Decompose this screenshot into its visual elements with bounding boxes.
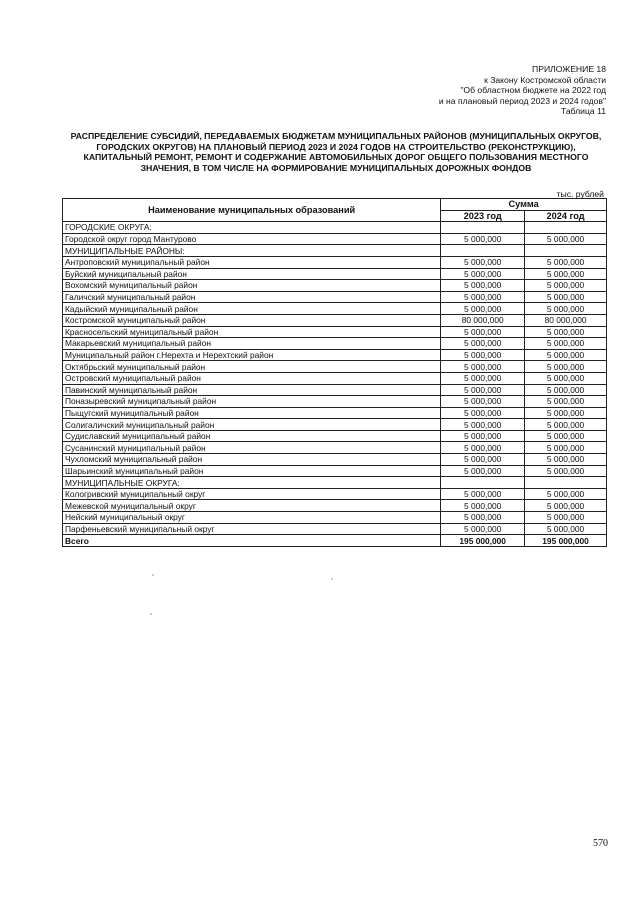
amount-2024: 5 000,000 [525, 407, 607, 419]
municipality-name: Сусанинский муниципальный район [63, 442, 441, 454]
municipality-name: МУНИЦИПАЛЬНЫЕ РАЙОНЫ: [63, 245, 441, 257]
amount-2024: 80 000,000 [525, 314, 607, 326]
column-header-2023: 2023 год [441, 210, 525, 222]
amount-2024: 5 000,000 [525, 396, 607, 408]
amount-2024: 5 000,000 [525, 268, 607, 280]
table-row [63, 454, 607, 466]
table-row [63, 407, 607, 419]
table-row [63, 338, 607, 350]
municipality-name: Октябрьский муниципальный район [63, 361, 441, 373]
amount-2024: 5 000,000 [525, 430, 607, 442]
table-row [63, 477, 607, 489]
amount-2023: 5 000,000 [441, 349, 525, 361]
amount-2023: 5 000,000 [441, 442, 525, 454]
table-row [63, 512, 607, 524]
municipality-name: Судиславский муниципальный район [63, 430, 441, 442]
amount-2024 [525, 222, 607, 234]
amount-2023: 5 000,000 [441, 291, 525, 303]
amount-2023: 80 000,000 [441, 314, 525, 326]
amount-2023: 5 000,000 [441, 256, 525, 268]
table-row [63, 523, 607, 535]
amount-2023: 5 000,000 [441, 280, 525, 292]
amount-2024: 5 000,000 [525, 303, 607, 315]
table-row [63, 430, 607, 442]
table-row [63, 233, 607, 245]
municipality-name: Красносельский муниципальный район [63, 326, 441, 338]
amount-2023: 5 000,000 [441, 303, 525, 315]
amount-2024: 5 000,000 [525, 326, 607, 338]
amount-2024: 5 000,000 [525, 372, 607, 384]
municipality-name: Островский муниципальный район [63, 372, 441, 384]
amount-2023: 5 000,000 [441, 419, 525, 431]
amount-2023: 5 000,000 [441, 233, 525, 245]
amount-2024 [525, 245, 607, 257]
municipality-name: Антроповский муниципальный район [63, 256, 441, 268]
law-title-line-1: "Об областном бюджете на 2022 год [460, 85, 606, 96]
table-row [63, 465, 607, 477]
table-row [63, 442, 607, 454]
units-label: тыс. рублей [556, 189, 604, 199]
municipality-name: Костромской муниципальный район [63, 314, 441, 326]
page-number: 570 [593, 838, 608, 849]
amount-2024: 5 000,000 [525, 454, 607, 466]
amount-2023: 5 000,000 [441, 338, 525, 350]
amount-2023: 5 000,000 [441, 465, 525, 477]
amount-2024: 5 000,000 [525, 465, 607, 477]
scan-speck [152, 574, 154, 576]
municipality-name: Кадыйский муниципальный район [63, 303, 441, 315]
amount-2024: 5 000,000 [525, 442, 607, 454]
amount-2023: 5 000,000 [441, 361, 525, 373]
appendix-header [439, 64, 606, 117]
municipality-name: Межевской муниципальный округ [63, 500, 441, 512]
municipality-name: Чухломский муниципальный район [63, 454, 441, 466]
amount-2024: 5 000,000 [525, 280, 607, 292]
table-body [63, 222, 607, 547]
table-row [63, 361, 607, 373]
amount-2023: 5 000,000 [441, 396, 525, 408]
amount-2023 [441, 477, 525, 489]
municipality-name: Макарьевский муниципальный район [63, 338, 441, 350]
table-row [63, 488, 607, 500]
table-row [63, 256, 607, 268]
municipality-name: Нейский муниципальный округ [63, 512, 441, 524]
municipality-name: Шарьинский муниципальный район [63, 465, 441, 477]
municipality-name: Пыщугский муниципальный район [63, 407, 441, 419]
appendix-number: ПРИЛОЖЕНИЕ 18 [532, 64, 606, 74]
table-row [63, 372, 607, 384]
table-row [63, 314, 607, 326]
amount-2023: 5 000,000 [441, 430, 525, 442]
table-row [63, 222, 607, 234]
amount-2023: 195 000,000 [441, 535, 525, 547]
amount-2024: 5 000,000 [525, 512, 607, 524]
table-row [63, 268, 607, 280]
table-row [63, 500, 607, 512]
amount-2023: 5 000,000 [441, 488, 525, 500]
table-row [63, 326, 607, 338]
amount-2023 [441, 222, 525, 234]
table-row [63, 291, 607, 303]
law-reference: к Закону Костромской области [484, 74, 606, 85]
table-row [63, 384, 607, 396]
municipality-name: Муниципальный район г.Нерехта и Нерехтский район [63, 349, 441, 361]
amount-2024: 5 000,000 [525, 338, 607, 350]
column-header-name: Наименование муниципальных образований [63, 199, 441, 222]
amount-2024 [525, 477, 607, 489]
table-number: Таблица 11 [560, 106, 606, 117]
table-row [63, 419, 607, 431]
amount-2024: 5 000,000 [525, 361, 607, 373]
municipality-name: Галичский муниципальный район [63, 291, 441, 303]
municipality-name: Парфеньевский муниципальный округ [63, 523, 441, 535]
amount-2024: 5 000,000 [525, 500, 607, 512]
subsidy-table [62, 198, 607, 547]
municipality-name: Поназыревский муниципальный район [63, 396, 441, 408]
municipality-name: Солигаличский муниципальный район [63, 419, 441, 431]
amount-2024: 195 000,000 [525, 535, 607, 547]
amount-2023: 5 000,000 [441, 372, 525, 384]
municipality-name: Всего [63, 535, 441, 547]
amount-2024: 5 000,000 [525, 349, 607, 361]
municipality-name: Вохомский муниципальный район [63, 280, 441, 292]
amount-2023: 5 000,000 [441, 454, 525, 466]
amount-2024: 5 000,000 [525, 233, 607, 245]
column-header-sum: Сумма [441, 199, 607, 211]
amount-2024: 5 000,000 [525, 256, 607, 268]
law-title-line-2: и на плановый период 2023 и 2024 годов" [438, 95, 606, 106]
amount-2023: 5 000,000 [441, 500, 525, 512]
amount-2024: 5 000,000 [525, 523, 607, 535]
amount-2023: 5 000,000 [441, 326, 525, 338]
municipality-name: Павинский муниципальный район [63, 384, 441, 396]
municipality-name: Городской округ город Мантурово [63, 233, 441, 245]
table-row [63, 303, 607, 315]
municipality-name: Буйский муниципальный район [63, 268, 441, 280]
amount-2023: 5 000,000 [441, 268, 525, 280]
amount-2024: 5 000,000 [525, 419, 607, 431]
table-row [63, 396, 607, 408]
total-row [63, 535, 607, 547]
column-header-2024: 2024 год [525, 210, 607, 222]
amount-2024: 5 000,000 [525, 384, 607, 396]
amount-2023: 5 000,000 [441, 384, 525, 396]
municipality-name: ГОРОДСКИЕ ОКРУГА: [63, 222, 441, 234]
amount-2023: 5 000,000 [441, 523, 525, 535]
municipality-name: Кологривский муниципальный округ [63, 488, 441, 500]
document-title: РАСПРЕДЕЛЕНИЕ СУБСИДИЙ, ПЕРЕДАВАЕМЫХ БЮДЖЕТАМ МУНИЦИПАЛЬНЫХ РАЙОНОВ (МУНИЦИПАЛЬНЫХ ОКРУГОВ, ГОРОДСКИХ ОКРУГОВ) НА ПЛАНОВЫЙ ПЕРИОД 2023 И 2024 ГОДОВ НА СТРОИТЕЛЬСТВО (РЕКОНСТРУКЦИЮ), КАПИТАЛЬНЫЙ РЕМОНТ, РЕМОНТ И СОДЕРЖАНИЕ АВТОМОБИЛЬНЫХ ДОРОГ ОБЩЕГО ПОЛЬЗОВАНИЯ МЕСТНОГО ЗНАЧЕНИЯ, В ТОМ ЧИСЛЕ НА ФОРМИРОВАНИЕ МУНИЦИПАЛЬНЫХ ДОРОЖНЫХ ФОНДОВ [70, 131, 602, 173]
amount-2024: 5 000,000 [525, 291, 607, 303]
scan-speck [331, 578, 333, 580]
amount-2024: 5 000,000 [525, 488, 607, 500]
table-row [63, 280, 607, 292]
table-row [63, 245, 607, 257]
municipality-name: МУНИЦИПАЛЬНЫЕ ОКРУГА: [63, 477, 441, 489]
scan-speck [150, 613, 152, 615]
amount-2023: 5 000,000 [441, 407, 525, 419]
table-row [63, 349, 607, 361]
amount-2023 [441, 245, 525, 257]
amount-2023: 5 000,000 [441, 512, 525, 524]
